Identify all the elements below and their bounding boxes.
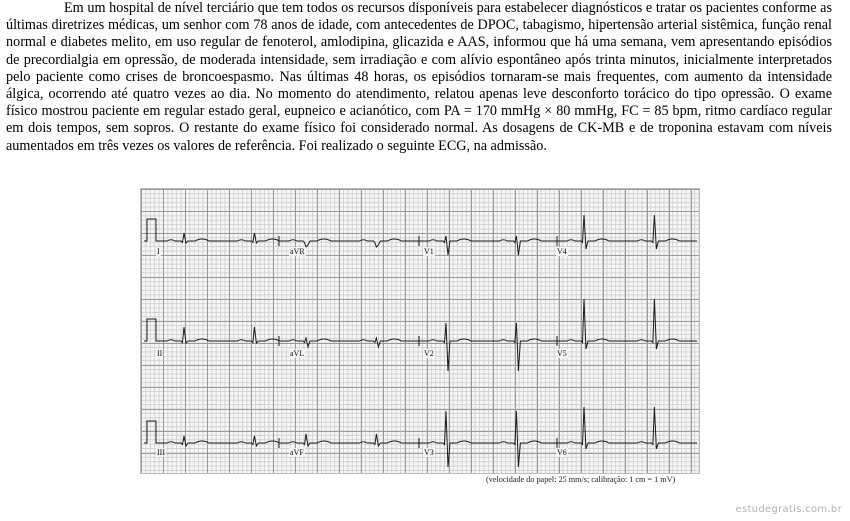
lead-label-i: I: [157, 247, 160, 256]
ecg-caption: (velocidade do papel: 25 mm/s; calibração: 1 cm = 1 mV): [486, 475, 676, 484]
lead-label-v5: V5: [557, 349, 567, 358]
lead-label-ii: II: [157, 349, 163, 358]
lead-label-avl: aVL: [290, 349, 305, 358]
question-text: Em um hospital de nível terciário que tem todos os recursos disponíveis para estabelecer diagnósticos e tratar os pacientes conforme as últimas diretrizes médicas, um senhor com 78 anos de idade, com antecedentes de DPOC, tabagismo, hipertensão arterial sistêmica, função renal normal e diabetes melito, em uso regular de fenoterol, amlodipina, glicazida e AAS, informou que há uma semana, vem apresentando episódios de precordialgia em opressão, de moderada intensidade, sem irradiação e com alívio espontâneo após trinta minutos, inicialmente interpretados pelo paciente como crises de broncoespasmo. Nas últimas 48 horas, os episódios tornaram-se mais frequentes, com aumento da intensidade álgica, ocorrendo até quatro vezes ao dia. No momento do atendimento, relatou apenas leve desconforto torácico do tipo opressão. O exame físico mostrou paciente em regular estado geral, eupneico e acianótico, com PA = 170 mmHg × 80 mmHg, FC = 85 bpm, ritmo cardíaco regular em dois tempos, sem sopros. O restante do exame físico foi considerado normal. As dosagens de CK-MB e de troponina estavam com níveis aumentados em três vezes os valores de referência. Foi realizado o seguinte ECG, na admissão.: [6, 0, 832, 154]
watermark: estudegratis.com.br: [735, 504, 842, 515]
lead-label-v2: V2: [424, 349, 434, 358]
lead-label-v6: V6: [557, 448, 567, 457]
ecg-waveforms: [141, 189, 699, 473]
ecg-row-2-trace: [144, 299, 697, 371]
ecg-tracing: [140, 188, 700, 474]
lead-label-v4: V4: [557, 247, 567, 256]
lead-label-v1: V1: [424, 247, 434, 256]
ecg-row-1-trace: [144, 215, 697, 255]
lead-label-avr: aVR: [290, 247, 305, 256]
lead-label-iii: III: [157, 448, 165, 457]
lead-label-v3: V3: [424, 448, 434, 457]
lead-label-avf: aVF: [290, 448, 304, 457]
ecg-row-3-trace: [144, 407, 697, 467]
